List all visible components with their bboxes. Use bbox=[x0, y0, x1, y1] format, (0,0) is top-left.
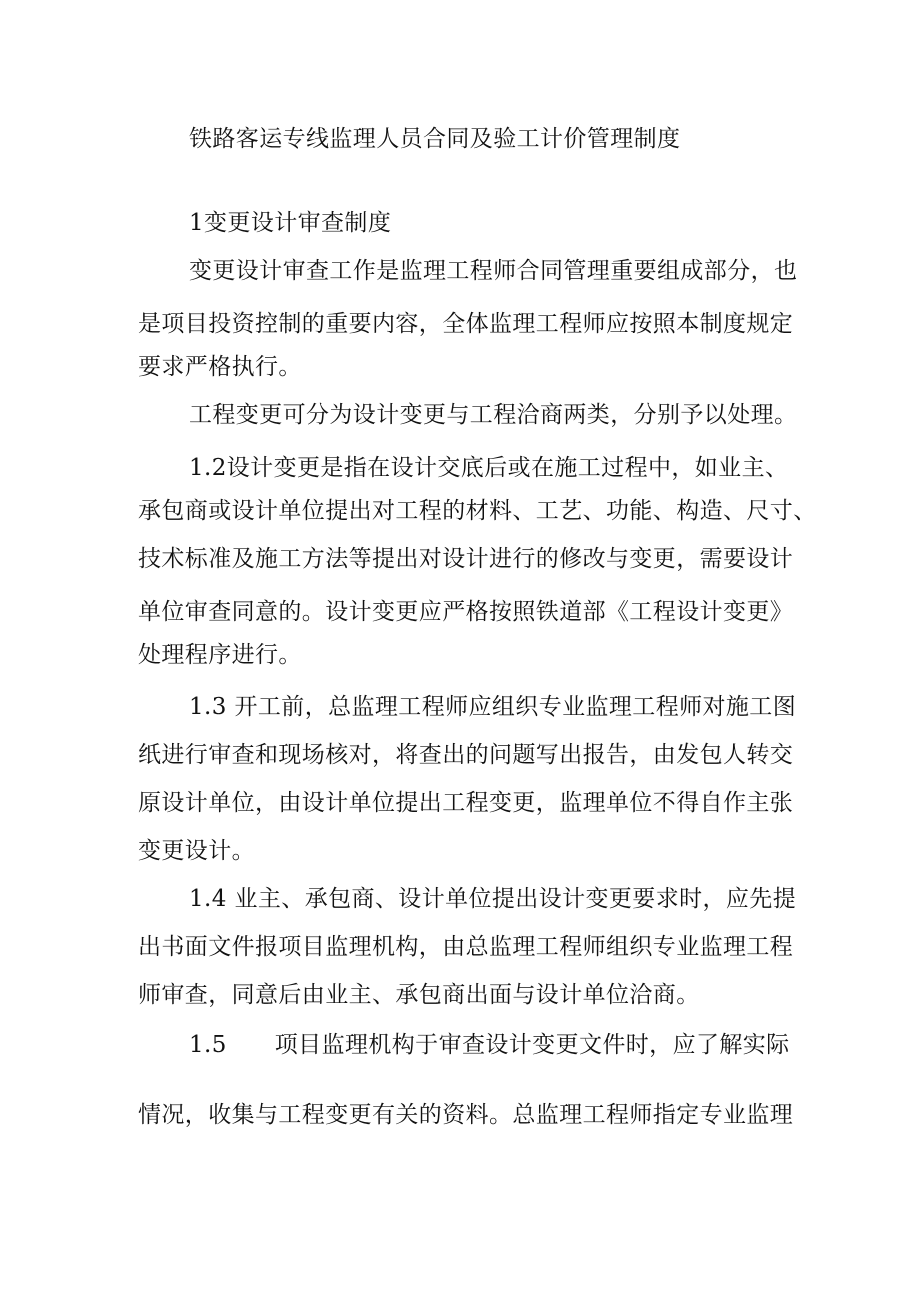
paragraph-6-line-1 bbox=[189, 1030, 790, 1060]
document-title: 铁路客运专线监理人员合同及验工计价管理制度 bbox=[189, 126, 681, 152]
paragraph-3-line-2: 承包商或设计单位提出对工程的材料、工艺、功能、构造、尺寸、 bbox=[138, 498, 817, 524]
paragraph-6-line-2: 情况，收集与工程变更有关的资料。总监理工程师指定专业监理 bbox=[138, 1102, 794, 1128]
paragraph-3-line-1: 1.2设计变更是指在设计交底后或在施工过程中，如业主、 bbox=[189, 455, 789, 481]
paragraph-4-line-4: 变更设计。 bbox=[138, 838, 255, 864]
paragraph-3-line-3: 技术标准及施工方法等提出对设计进行的修改与变更，需要设计 bbox=[138, 546, 794, 572]
paragraph-1-line-3: 要求严格执行。 bbox=[138, 354, 302, 380]
paragraph-1-line-2: 是项目投资控制的重要内容，全体监理工程师应按照本制度规定 bbox=[138, 311, 794, 337]
paragraph-4-line-2: 纸进行审查和现场核对，将查出的问题写出报告，由发包人转交 bbox=[138, 742, 794, 768]
paragraph-4-line-3: 原设计单位，由设计单位提出工程变更，监理单位不得自作主张 bbox=[138, 790, 794, 816]
paragraph-1-line-1: 变更设计审查工作是监理工程师合同管理重要组成部分，也 bbox=[189, 258, 798, 284]
paragraph-6-number: 1.5 bbox=[189, 1032, 227, 1058]
paragraph-5-line-3: 师审查，同意后由业主、承包商出面与设计单位洽商。 bbox=[138, 982, 700, 1008]
paragraph-6-line-1-text: 项目监理机构于审查设计变更文件时，应了解实际 bbox=[274, 1032, 790, 1058]
paragraph-5-line-1: 1.4 业主、承包商、设计单位提出设计变更要求时，应先提 bbox=[189, 886, 797, 912]
paragraph-2-line-1: 工程变更可分为设计变更与工程洽商两类，分别予以处理。 bbox=[189, 402, 798, 428]
paragraph-3-line-5: 处理程序进行。 bbox=[138, 642, 302, 668]
section-heading: 1变更设计审查制度 bbox=[189, 210, 392, 236]
paragraph-5-line-2: 出书面文件报项目监理机构，由总监理工程师组织专业监理工程 bbox=[138, 934, 794, 960]
paragraph-4-line-1: 1.3 开工前，总监理工程师应组织专业监理工程师对施工图 bbox=[189, 694, 797, 720]
paragraph-3-line-4: 单位审查同意的。设计变更应严格按照铁道部《工程设计变更》 bbox=[138, 599, 794, 625]
